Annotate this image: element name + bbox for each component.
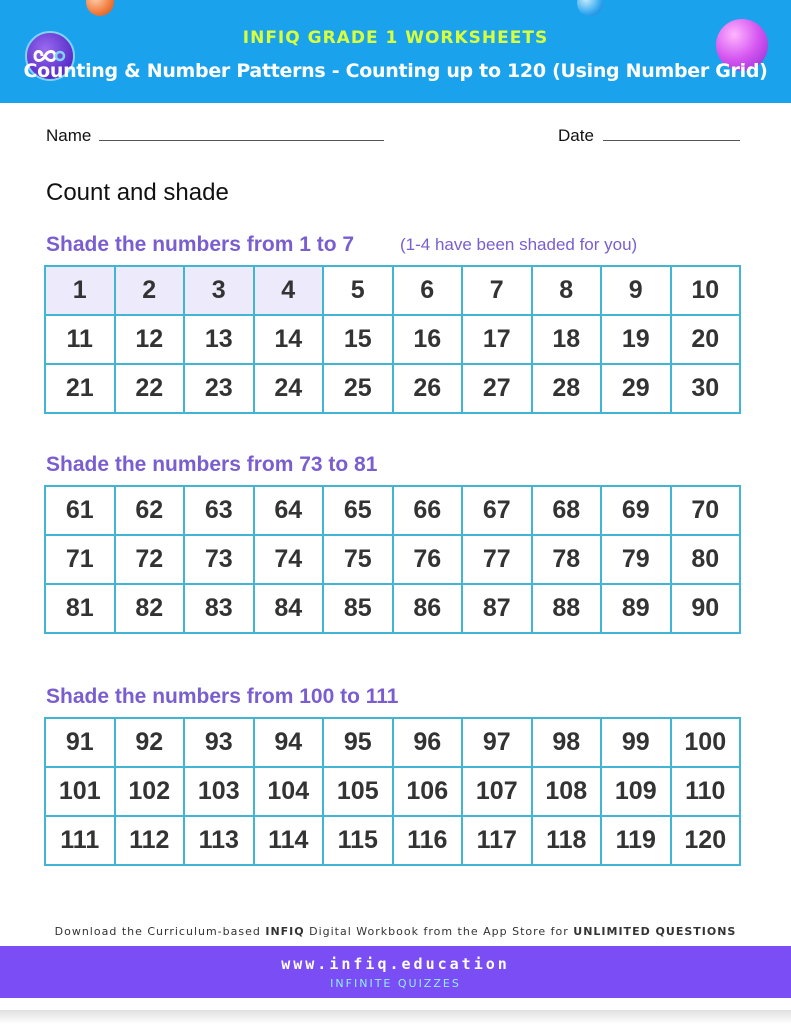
number-cell[interactable]: 16 [393, 315, 463, 364]
number-grid-2 [44, 485, 741, 634]
section-1-note: (1-4 have been shaded for you) [400, 235, 638, 254]
number-cell[interactable]: 61 [45, 486, 115, 535]
number-cell[interactable]: 117 [462, 816, 532, 865]
number-cell[interactable]: 90 [671, 584, 741, 633]
number-cell[interactable]: 12 [115, 315, 185, 364]
number-cell[interactable]: 76 [393, 535, 463, 584]
number-cell[interactable]: 99 [601, 718, 671, 767]
number-cell[interactable]: 79 [601, 535, 671, 584]
number-cell[interactable]: 19 [601, 315, 671, 364]
number-cell[interactable]: 63 [184, 486, 254, 535]
section-2-title: Shade the numbers from 73 to 81 [46, 453, 378, 476]
page-edge-shadow [0, 1010, 791, 1024]
number-cell[interactable]: 8 [532, 266, 602, 315]
number-cell[interactable]: 89 [601, 584, 671, 633]
number-cell[interactable]: 111 [45, 816, 115, 865]
number-cell[interactable]: 29 [601, 364, 671, 413]
number-grid-3 [44, 717, 741, 866]
number-cell[interactable]: 107 [462, 767, 532, 816]
footer-download-note: Download the Curriculum-based INFIQ Digital Workbook from the App Store for UNLIMITED QUESTIONS [54, 925, 737, 938]
number-cell[interactable]: 6 [393, 266, 463, 315]
grid-row [45, 266, 740, 315]
grid-row [45, 535, 740, 584]
number-cell[interactable]: 119 [601, 816, 671, 865]
number-cell[interactable]: 95 [323, 718, 393, 767]
number-cell[interactable]: 22 [115, 364, 185, 413]
number-cell[interactable]: 30 [671, 364, 741, 413]
number-cell[interactable]: 84 [254, 584, 324, 633]
section-3-title: Shade the numbers from 100 to 111 [46, 685, 399, 708]
number-cell[interactable]: 96 [393, 718, 463, 767]
number-cell[interactable]: 14 [254, 315, 324, 364]
number-cell[interactable]: 67 [462, 486, 532, 535]
number-cell[interactable]: 10 [671, 266, 741, 315]
number-cell[interactable]: 5 [323, 266, 393, 315]
number-cell[interactable]: 88 [532, 584, 602, 633]
number-cell[interactable]: 13 [184, 315, 254, 364]
grid-row [45, 584, 740, 633]
number-cell[interactable]: 64 [254, 486, 324, 535]
number-cell[interactable]: 3 [184, 266, 254, 315]
number-cell[interactable]: 66 [393, 486, 463, 535]
date-label: Date [558, 126, 594, 145]
decorative-blue-ball [577, 0, 603, 16]
footer-tagline: INFINITE QUIZZES [330, 977, 461, 990]
number-cell[interactable]: 103 [184, 767, 254, 816]
number-cell[interactable]: 15 [323, 315, 393, 364]
number-cell[interactable]: 26 [393, 364, 463, 413]
number-cell[interactable]: 68 [532, 486, 602, 535]
number-cell[interactable]: 25 [323, 364, 393, 413]
instruction-text: Count and shade [46, 179, 229, 206]
number-cell[interactable]: 72 [115, 535, 185, 584]
number-cell[interactable]: 62 [115, 486, 185, 535]
number-cell[interactable]: 28 [532, 364, 602, 413]
grid-row [45, 486, 740, 535]
number-cell[interactable]: 87 [462, 584, 532, 633]
number-cell[interactable]: 9 [601, 266, 671, 315]
number-cell[interactable]: 23 [184, 364, 254, 413]
grid-row [45, 816, 740, 865]
number-cell[interactable]: 101 [45, 767, 115, 816]
number-cell[interactable]: 112 [115, 816, 185, 865]
number-cell[interactable]: 120 [671, 816, 741, 865]
number-cell[interactable]: 17 [462, 315, 532, 364]
footer-url-link[interactable]: www.infiq.education [281, 955, 510, 973]
grid-row [45, 767, 740, 816]
number-cell[interactable]: 97 [462, 718, 532, 767]
number-cell[interactable]: 113 [184, 816, 254, 865]
number-cell[interactable]: 80 [671, 535, 741, 584]
decorative-orange-ball [86, 0, 114, 16]
number-cell[interactable]: 93 [184, 718, 254, 767]
number-cell[interactable]: 108 [532, 767, 602, 816]
number-cell[interactable]: 85 [323, 584, 393, 633]
number-cell[interactable]: 91 [45, 718, 115, 767]
number-cell[interactable]: 27 [462, 364, 532, 413]
number-cell[interactable]: 74 [254, 535, 324, 584]
name-label: Name [46, 126, 92, 145]
number-cell[interactable]: 81 [45, 584, 115, 633]
number-cell[interactable]: 71 [45, 535, 115, 584]
worksheet-subtitle: Counting & Number Patterns - Counting up to 120 (Using Number Grid) [23, 60, 768, 82]
number-cell[interactable]: 98 [532, 718, 602, 767]
number-cell[interactable]: 118 [532, 816, 602, 865]
number-cell[interactable]: 70 [671, 486, 741, 535]
number-cell[interactable]: 18 [532, 315, 602, 364]
section-1-title: Shade the numbers from 1 to 7 [46, 233, 355, 256]
grid-row [45, 315, 740, 364]
number-cell[interactable]: 115 [323, 816, 393, 865]
number-cell[interactable]: 106 [393, 767, 463, 816]
number-cell[interactable]: 2 [115, 266, 185, 315]
number-cell[interactable]: 69 [601, 486, 671, 535]
number-cell[interactable]: 73 [184, 535, 254, 584]
number-cell[interactable]: 1 [45, 266, 115, 315]
number-cell[interactable]: 116 [393, 816, 463, 865]
number-cell[interactable]: 86 [393, 584, 463, 633]
number-cell[interactable]: 77 [462, 535, 532, 584]
date-field[interactable] [603, 140, 740, 141]
number-grid-1 [44, 265, 741, 414]
number-cell[interactable]: 109 [601, 767, 671, 816]
number-cell[interactable]: 7 [462, 266, 532, 315]
number-cell[interactable]: 11 [45, 315, 115, 364]
name-field[interactable] [99, 140, 384, 141]
number-cell[interactable]: 92 [115, 718, 185, 767]
number-cell[interactable]: 94 [254, 718, 324, 767]
header-banner [0, 0, 791, 103]
grid-row [45, 364, 740, 413]
number-cell[interactable]: 21 [45, 364, 115, 413]
number-cell[interactable]: 114 [254, 816, 324, 865]
number-cell[interactable]: 65 [323, 486, 393, 535]
number-cell[interactable]: 78 [532, 535, 602, 584]
number-cell[interactable]: 82 [115, 584, 185, 633]
number-cell[interactable]: 24 [254, 364, 324, 413]
number-cell[interactable]: 102 [115, 767, 185, 816]
number-cell[interactable]: 83 [184, 584, 254, 633]
number-cell[interactable]: 104 [254, 767, 324, 816]
number-cell[interactable]: 4 [254, 266, 324, 315]
number-cell[interactable]: 20 [671, 315, 741, 364]
brand-title: INFIQ GRADE 1 WORKSHEETS [242, 28, 549, 48]
number-cell[interactable]: 105 [323, 767, 393, 816]
number-cell[interactable]: 100 [671, 718, 741, 767]
number-cell[interactable]: 75 [323, 535, 393, 584]
number-cell[interactable]: 110 [671, 767, 741, 816]
grid-row [45, 718, 740, 767]
